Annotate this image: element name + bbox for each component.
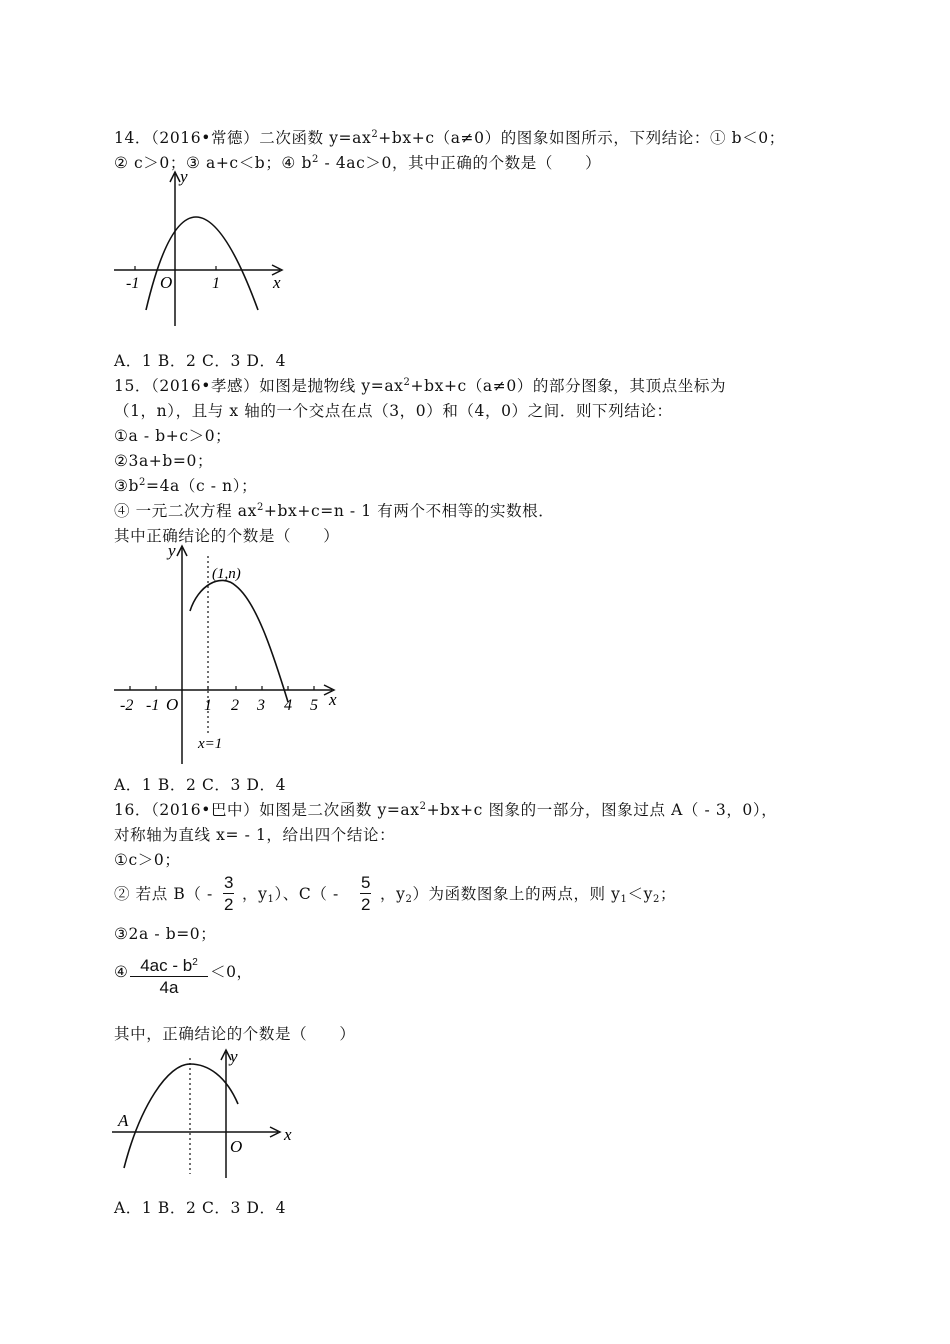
q15-tick-5: 5: [310, 697, 318, 714]
q14-origin-label: O: [160, 273, 173, 292]
q16-point-a-label: A: [118, 1111, 129, 1130]
q14-options: A．1 B．2 C．3 D．4: [114, 352, 287, 370]
q14-line2-b: - 4ac＞0，其中正确的个数是（ ）: [318, 154, 602, 172]
q16-c4-tail: ＜0，: [210, 963, 253, 981]
q15-c4-b: +bx+c=n - 1 有两个不相等的实数根．: [263, 502, 555, 520]
q14-tick-1: 1: [212, 275, 220, 292]
q16-c2-d-text: ，y: [380, 885, 406, 903]
q16-fraction-b-num: 3: [224, 873, 234, 892]
q15-c3-b: =4a（c - n）；: [146, 477, 258, 495]
q15-figure: [110, 542, 350, 767]
q16-c2-sub2: 2: [405, 894, 413, 905]
q15-stem-line1: [114, 376, 726, 396]
q15-line1-rest: +bx+c（a≠0）的部分图象，其顶点坐标为: [410, 377, 727, 395]
q14-x-label: x: [273, 273, 281, 292]
q16-fraction-c-num: 5: [361, 873, 371, 892]
q16-c2-e-text: ）为函数图象上的两点，则 y: [412, 885, 621, 903]
q16-c2-a: ② 若点 B（ -: [114, 885, 213, 903]
q16-ask: 其中，正确结论的个数是（ ）: [114, 1025, 356, 1043]
q16-line1-sup: 2: [419, 801, 427, 812]
q15-tick-minus1: -1: [146, 697, 160, 714]
q16-fraction-c-den: 2: [361, 895, 371, 914]
q16-figure: [110, 1046, 310, 1186]
q16-fraction-4-num-sup: 2: [192, 957, 198, 968]
q15-line1-text: 15．（2016•孝感）如图是抛物线 y=ax: [114, 377, 404, 395]
q16-stem-line2: 对称轴为直线 x= - 1，给出四个结论：: [114, 826, 396, 844]
q16-fraction-c: [360, 873, 371, 916]
q15-options: A．1 B．2 C．3 D．4: [114, 776, 287, 794]
q15-line1-sup: 2: [403, 377, 411, 388]
q16-options: A．1 B．2 C．3 D．4: [114, 1199, 287, 1217]
q14-line2-a: ② c＞0；③ a+c＜b；④ b: [114, 154, 312, 172]
q15-c3-sup: 2: [139, 477, 146, 488]
q16-c2-rest: [380, 884, 676, 904]
q15-vertex-label: (1,n): [212, 566, 241, 582]
q14-line2-sup: 2: [311, 154, 319, 165]
q16-conclusion-1: ①c＞0；: [114, 851, 181, 869]
q16-fraction-4: [130, 956, 208, 999]
q15-conclusion-1: ①a - b+c＞0；: [114, 427, 232, 445]
q16-c2-sub1: 1: [267, 894, 275, 905]
q15-stem-line2: （1，n），且与 x 轴的一个交点在点（3，0）和（4，0）之间．则下列结论：: [114, 402, 673, 420]
q16-fraction-4-num-text: 4ac - b: [140, 956, 193, 975]
q15-ask: 其中正确结论的个数是（ ）: [114, 527, 340, 545]
q16-c2-c-text: ）、C（ -: [274, 885, 339, 903]
q15-tick-4: 4: [284, 697, 292, 714]
q15-c4-sup: 2: [256, 502, 264, 513]
q16-c2-g-text: ；: [659, 885, 677, 903]
q15-x-label: x: [329, 690, 337, 709]
q16-c2-b-text: ，y: [242, 885, 268, 903]
q16-c2-sub4: 2: [652, 894, 660, 905]
q14-y-label: y: [180, 168, 188, 186]
q16-x-label: x: [284, 1125, 292, 1144]
q16-c2-b: [242, 884, 339, 904]
q14-line1-text: 14．（2016•常德）二次函数 y=ax: [114, 129, 372, 147]
q16-fraction-4-den: 4a: [159, 978, 179, 997]
q15-conclusion-4: [114, 501, 554, 521]
q15-axis-label: x=1: [198, 736, 223, 752]
q16-origin-label: O: [230, 1137, 243, 1156]
q14-stem-line1: [114, 128, 785, 148]
q16-c2-f-text: ＜y: [627, 885, 653, 903]
q16-fraction-4-num: [130, 956, 208, 977]
q15-conclusion-2: ②3a+b=0；: [114, 452, 214, 470]
q16-c2-sub3: 1: [620, 894, 628, 905]
q16-y-label: y: [230, 1047, 238, 1066]
q15-tick-1: 1: [204, 697, 212, 714]
q16-line1-b: +bx+c 图象的一部分，图象过点 A（ - 3，0），: [426, 801, 778, 819]
q14-line1-sup: 2: [371, 129, 379, 140]
q14-line1-rest: +bx+c（a≠0）的图象如图所示，下列结论：① b＜0；: [378, 129, 785, 147]
q16-c4-mark: ④: [114, 963, 129, 981]
q15-tick-2: 2: [231, 697, 239, 714]
q15-c4-a: ④ 一元二次方程 ax: [114, 502, 257, 520]
q14-tick-minus1: -1: [126, 275, 140, 292]
q15-tick-3: 3: [257, 697, 265, 714]
q15-conclusion-3: [114, 476, 257, 496]
q16-fraction-b-den: 2: [224, 895, 234, 914]
q16-fraction-b: [223, 873, 234, 916]
q15-origin-label: O: [166, 695, 179, 714]
q16-stem-line1: [114, 800, 777, 820]
q15-y-label: y: [168, 542, 176, 560]
q16-conclusion-3: ③2a - b=0；: [114, 925, 217, 943]
q16-line1-a: 16．（2016•巴中）如图是二次函数 y=ax: [114, 801, 420, 819]
q15-c3-a: ③b: [114, 477, 140, 495]
q15-tick-minus2: -2: [120, 697, 134, 714]
q14-figure: [110, 168, 300, 338]
